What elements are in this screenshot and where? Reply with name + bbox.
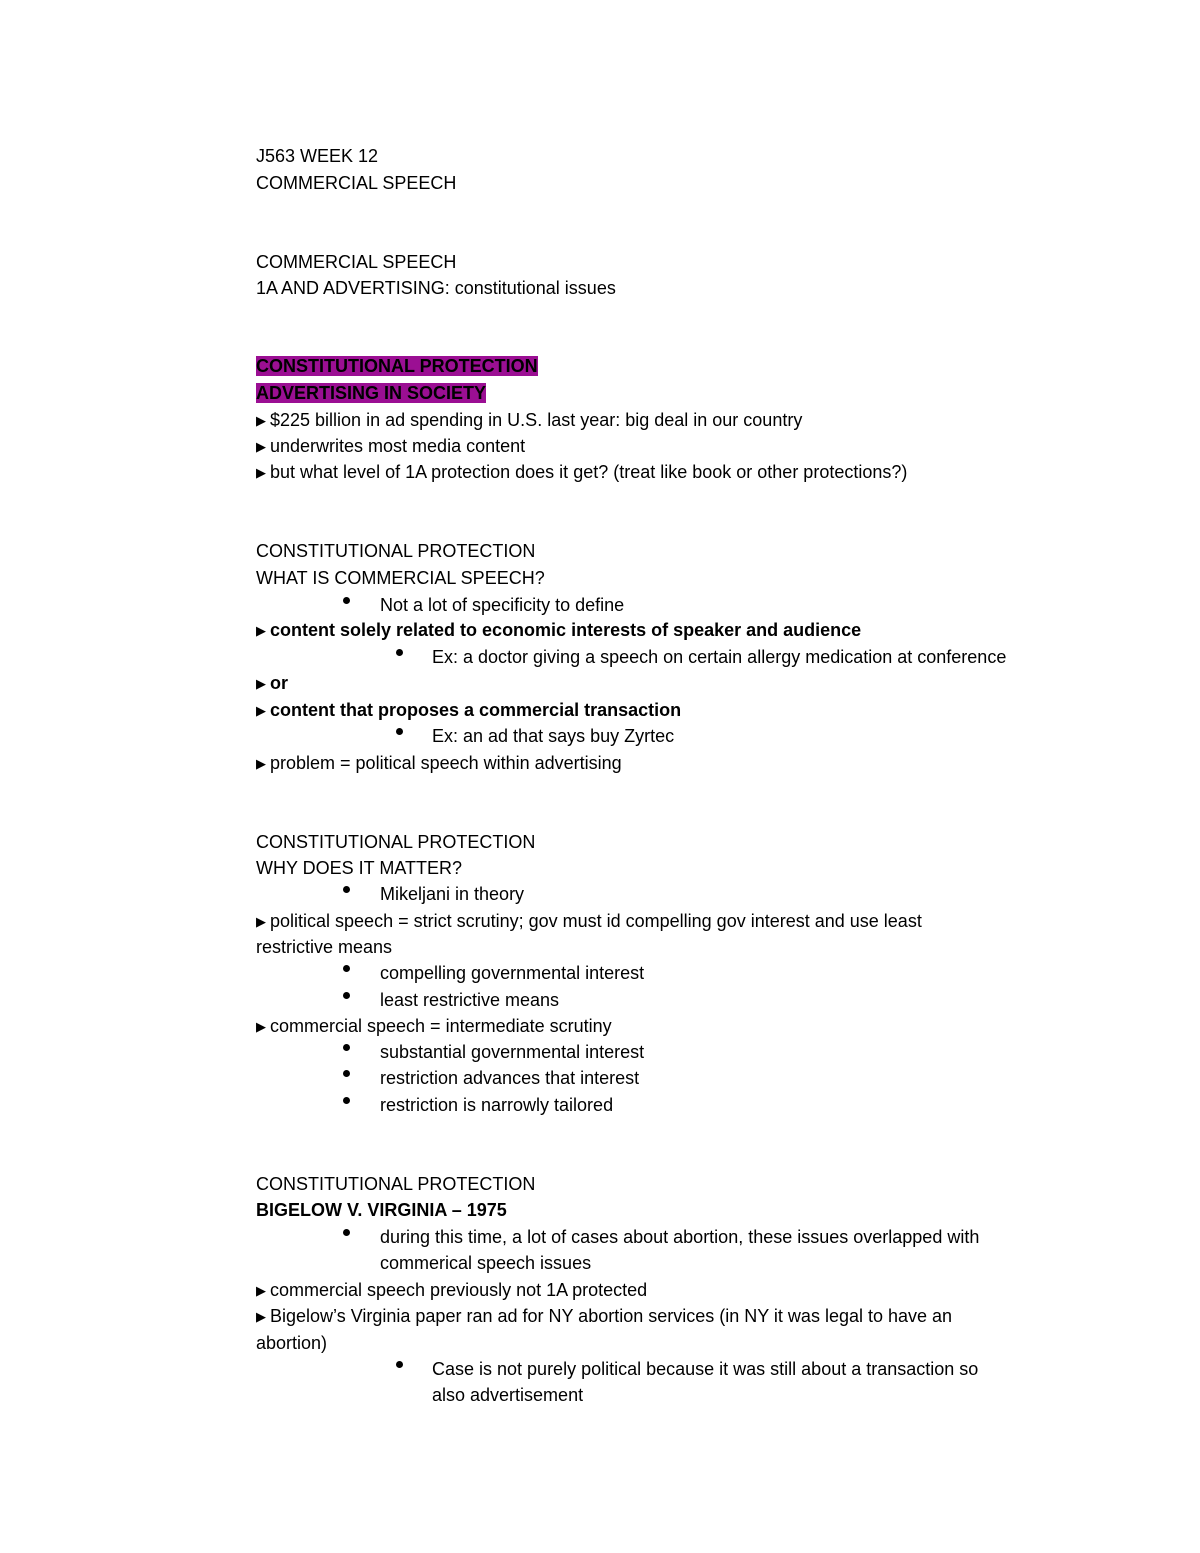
bullet-dot-icon [343, 886, 350, 893]
triangle-bullet-icon: ▶ [256, 1019, 266, 1034]
sec3-bullet-1: Mikeljani in theory [380, 884, 525, 904]
sec1-heading [256, 353, 538, 379]
sec3-heading: CONSTITUTIONAL PROTECTION [256, 832, 536, 852]
sec1-item-1: ▶ $225 billion in ad spending in U.S. last year: big deal in our country [256, 410, 803, 430]
triangle-bullet-icon: ▶ [256, 1283, 266, 1298]
sec4-bullet-1-cont: commerical speech issues [380, 1253, 592, 1273]
sec2-subheading: WHAT IS COMMERCIAL SPEECH? [256, 568, 545, 588]
triangle-bullet-icon: ▶ [256, 676, 266, 691]
sec4-item-2-cont: abortion) [256, 1333, 328, 1353]
triangle-bullet-icon: ▶ [256, 413, 266, 428]
triangle-bullet-icon: ▶ [256, 465, 266, 480]
bullet-dot-icon [396, 728, 403, 735]
sec2-heading: CONSTITUTIONAL PROTECTION [256, 541, 536, 561]
bullet-dot-icon [343, 992, 350, 999]
sec2-bullet-2: Ex: a doctor giving a speech on certain allergy medication at conference [432, 647, 1007, 667]
triangle-bullet-icon: ▶ [256, 439, 266, 454]
bullet-dot-icon [343, 1070, 350, 1077]
intro-heading: COMMERCIAL SPEECH [256, 252, 457, 272]
sec1-subheading [256, 380, 486, 406]
sec3-item-1: ▶ political speech = strict scrutiny; gov must id compelling gov interest and use least [256, 911, 922, 931]
sec3-item-1-cont: restrictive means [256, 937, 393, 957]
topic-title: COMMERCIAL SPEECH [256, 173, 457, 193]
sec4-item-2: ▶ Bigelow’s Virginia paper ran ad for NY abortion services (in NY it was legal to have an [256, 1306, 953, 1326]
sec3-subheading: WHY DOES IT MATTER? [256, 858, 463, 878]
course-title: J563 WEEK 12 [256, 146, 379, 166]
sec3-bullet-6: restriction is narrowly tailored [380, 1095, 614, 1115]
sec2-item-1: ▶ content solely related to economic interests of speaker and audience [256, 620, 862, 640]
sec3-item-2: ▶ commercial speech = intermediate scrutiny [256, 1016, 612, 1036]
sec4-bullet-2-cont: also advertisement [432, 1385, 584, 1405]
bullet-dot-icon [343, 1229, 350, 1236]
sec1-item-3: ▶ but what level of 1A protection does it get? (treat like book or other protections?) [256, 462, 908, 482]
bullet-dot-icon [343, 597, 350, 604]
sec2-item-4: ▶ problem = political speech within advertising [256, 753, 622, 773]
sec4-heading: CONSTITUTIONAL PROTECTION [256, 1174, 536, 1194]
triangle-bullet-icon: ▶ [256, 756, 266, 771]
sec3-bullet-5: restriction advances that interest [380, 1068, 640, 1088]
sec4-bullet-2: Case is not purely political because it was still about a transaction so [432, 1359, 979, 1379]
bullet-dot-icon [343, 965, 350, 972]
sec1-item-2: ▶ underwrites most media content [256, 436, 526, 456]
bullet-dot-icon [343, 1044, 350, 1051]
sec3-bullet-2: compelling governmental interest [380, 963, 645, 983]
sec4-subheading: BIGELOW V. VIRGINIA – 1975 [256, 1200, 507, 1220]
triangle-bullet-icon: ▶ [256, 703, 266, 718]
sec3-bullet-3: least restrictive means [380, 990, 560, 1010]
bullet-dot-icon [396, 1361, 403, 1368]
highlighted-heading: CONSTITUTIONAL PROTECTION [256, 356, 538, 376]
sec3-bullet-4: substantial governmental interest [380, 1042, 645, 1062]
highlighted-subheading: ADVERTISING IN SOCIETY [256, 383, 487, 403]
sec2-bullet-3: Ex: an ad that says buy Zyrtec [432, 726, 675, 746]
triangle-bullet-icon: ▶ [256, 623, 266, 638]
sec4-item-1: ▶ commercial speech previously not 1A protected [256, 1280, 648, 1300]
sec2-item-3: ▶ content that proposes a commercial transaction [256, 700, 682, 720]
sec4-bullet-1: during this time, a lot of cases about abortion, these issues overlapped with [380, 1227, 980, 1247]
bullet-dot-icon [343, 1097, 350, 1104]
sec2-bullet-1: Not a lot of specificity to define [380, 595, 625, 615]
triangle-bullet-icon: ▶ [256, 1309, 266, 1324]
intro-subheading: 1A AND ADVERTISING: constitutional issues [256, 278, 616, 298]
triangle-bullet-icon: ▶ [256, 914, 266, 929]
sec2-item-2: ▶ or [256, 673, 288, 693]
bullet-dot-icon [396, 649, 403, 656]
